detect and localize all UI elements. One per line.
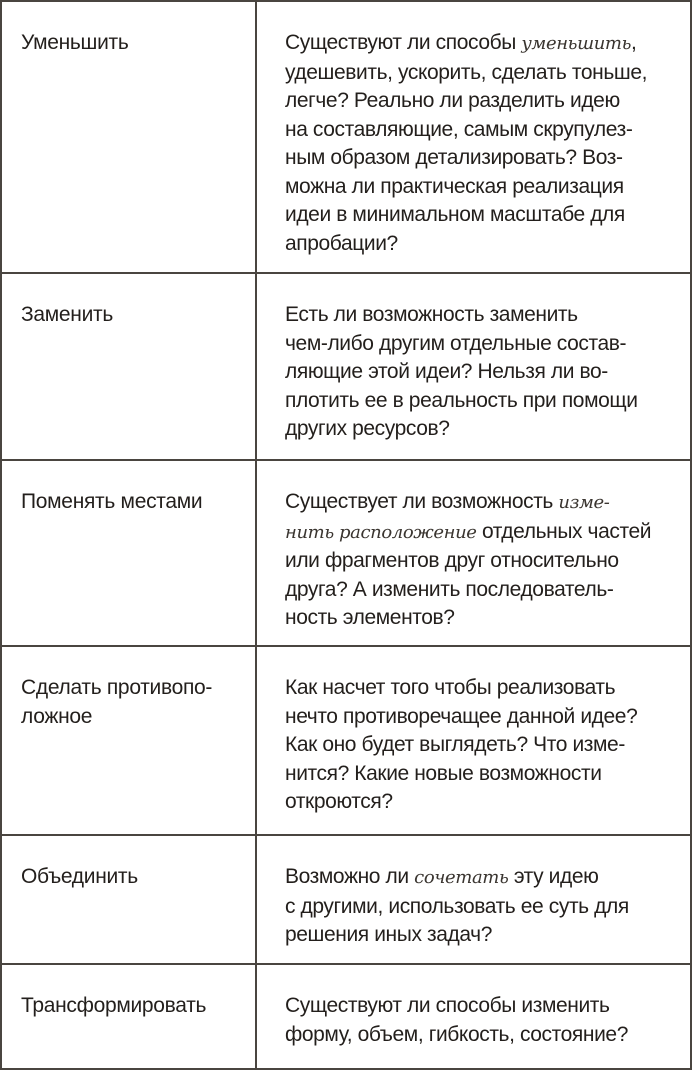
term-cell: [2, 965, 257, 1068]
text-segment: или фрагментов друг относительно: [285, 549, 619, 572]
text-segment: других ресурсов?: [285, 417, 450, 440]
description-cell: [257, 274, 690, 459]
description-line: [285, 1021, 670, 1050]
text-segment: идеи в минимальном масштабе для: [285, 203, 625, 226]
description-line: [285, 87, 670, 116]
description-line: [285, 358, 670, 387]
text-segment: плотить ее в реальность при помощи: [285, 388, 638, 412]
description-line: [285, 893, 670, 922]
description-line: [285, 604, 670, 633]
description-cell: [257, 836, 690, 963]
description-line: [285, 230, 670, 259]
text-segment: эту идею: [508, 865, 599, 888]
text-segment: легче? Реально ли разделить идею: [285, 89, 620, 112]
description-line: [285, 29, 670, 59]
text-segment: откроются?: [285, 790, 393, 813]
emphasis-text: нить расположение: [285, 521, 477, 543]
term-line: Объединить: [21, 865, 138, 888]
description-line: [285, 301, 670, 330]
emphasis-text: изме-: [558, 492, 610, 513]
text-segment: чем-либо другим отдельные состав-: [285, 331, 627, 355]
term-cell: [2, 836, 257, 963]
description-line: [285, 330, 670, 359]
description-line: [285, 488, 670, 518]
description-line: [285, 518, 670, 548]
term-line: ложное: [21, 704, 93, 728]
description-line: [285, 415, 670, 444]
text-segment: форму, объем, гибкость, состояние?: [285, 1022, 628, 1046]
description-line: [285, 788, 670, 817]
text-segment: решения иных задач?: [285, 923, 492, 946]
description-line: [285, 760, 670, 789]
term-line: Уменьшить: [21, 31, 129, 54]
text-segment: нечто противоречащее данной идее?: [285, 704, 638, 728]
description-line: [285, 674, 670, 703]
text-segment: ность элементов?: [285, 606, 455, 629]
description-cell: [257, 647, 690, 834]
description-line: [285, 59, 670, 88]
description-cell: [257, 965, 690, 1068]
emphasis-text: уменьшить: [521, 33, 631, 54]
text-segment: ным образом детализировать? Воз-: [285, 146, 623, 169]
description-cell: [257, 461, 690, 645]
description-line: [285, 576, 670, 605]
table-row: [2, 461, 690, 647]
description-line: [285, 992, 670, 1021]
table-row: [2, 2, 690, 274]
description-line: [285, 387, 670, 416]
table-row: [2, 836, 690, 965]
text-segment: нится? Какие новые возможности: [285, 761, 602, 785]
description-line: [285, 173, 670, 202]
text-segment: апробации?: [285, 231, 398, 255]
text-segment: друга? А изменить последователь-: [285, 577, 614, 601]
description-line: [285, 863, 670, 893]
description-line: [285, 547, 670, 576]
description-line: [285, 144, 670, 173]
description-cell: [257, 2, 690, 272]
description-line: [285, 703, 670, 732]
text-segment: ляющие этой идеи? Нельзя ли во-: [285, 360, 608, 383]
text-segment: отдельных частей: [476, 519, 652, 543]
term-cell: [2, 274, 257, 459]
description-line: [285, 116, 670, 145]
text-segment: удешевить, ускорить, сделать тоньше,: [285, 60, 648, 84]
table-row: [2, 647, 690, 836]
emphasis-text: сочетать: [414, 867, 509, 888]
text-segment: Существуют ли способы изменить: [285, 994, 610, 1017]
term-line: Поменять местами: [21, 490, 203, 513]
text-segment: с другими, использовать ее суть для: [285, 894, 629, 918]
text-segment: Существует ли возможность: [285, 490, 559, 513]
description-line: [285, 201, 670, 230]
text-segment: ,: [630, 31, 637, 54]
term-line: Сделать противопо-: [21, 676, 213, 699]
table-row: [2, 965, 690, 1068]
text-segment: Как насчет того чтобы реализовать: [285, 676, 616, 699]
description-line: [285, 731, 670, 760]
text-segment: Как оно будет выглядеть? Что изме-: [285, 733, 625, 756]
term-line: Трансформировать: [21, 994, 207, 1017]
table-row: [2, 274, 690, 461]
text-segment: Есть ли возможность заменить: [285, 303, 578, 326]
term-line: Заменить: [21, 303, 113, 326]
term-cell: [2, 461, 257, 645]
description-line: [285, 921, 670, 950]
term-cell: [2, 2, 257, 272]
text-segment: Возможно ли: [285, 865, 415, 888]
term-cell: [2, 647, 257, 834]
text-segment: можна ли практическая реализация: [285, 174, 624, 198]
text-segment: Существуют ли способы: [285, 31, 522, 54]
text-segment: на составляющие, самым скрупулез-: [285, 117, 633, 141]
